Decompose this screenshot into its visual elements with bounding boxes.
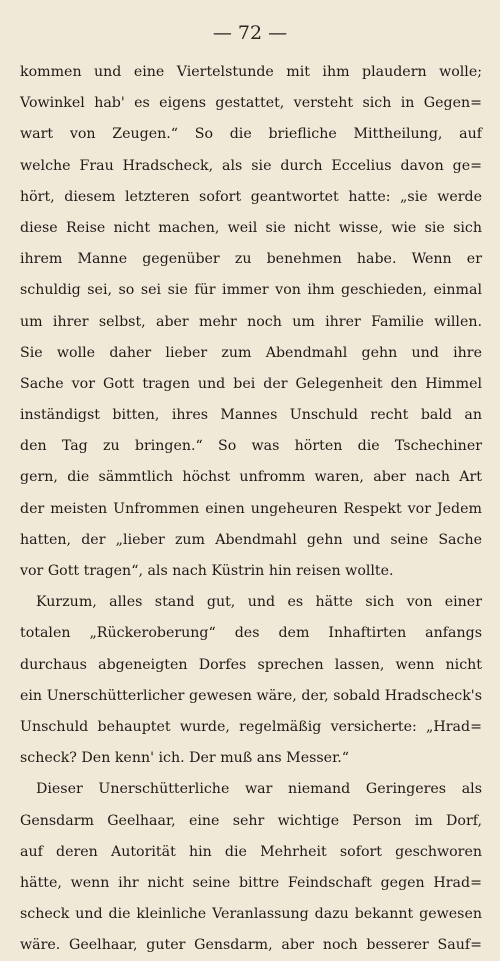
text-line: ein Unerschütterlicher gewesen wäre, der, sobald Hradscheck's	[20, 687, 482, 704]
text-line: scheck und die kleinliche Veranlassung dazu bekannt gewesen	[20, 906, 482, 923]
text-line: durchaus abgeneigten Dorfes sprechen lassen, wenn nicht	[20, 656, 482, 673]
text-line: wart von Zeugen.“ So die briefliche Mittheilung, auf	[20, 126, 482, 143]
text-line: hatten, der „lieber zum Abendmahl gehn und seine Sache	[20, 531, 482, 548]
page-number: — 72 —	[212, 22, 288, 44]
body-text	[20, 57, 482, 961]
text-line: scheck? Den kenn' ich. Der muß ans Messer.“	[20, 750, 350, 767]
text-line: ihrem Manne gegenüber zu benehmen habe. Wenn er	[20, 251, 482, 268]
text-line: hört, diesem letzteren sofort geantwortet hatte: „sie werde	[20, 188, 482, 205]
text-line: auf deren Autorität hin die Mehrheit sofort geschworen	[20, 843, 482, 860]
text-line: gern, die sämmtlich höchst unfromm waren, aber nach Art	[20, 469, 482, 486]
text-line: Vowinkel hab' es eigens gestattet, versteht sich in Gegen=	[20, 95, 482, 112]
text-line: kommen und eine Viertelstunde mit ihm plaudern wolle;	[20, 64, 482, 80]
text-line: Unschuld behauptet wurde, regelmäßig versicherte: „Hrad=	[20, 718, 482, 735]
text-line: um ihrer selbst, aber mehr noch um ihrer Familie willen.	[20, 313, 482, 330]
text-line: vor Gott tragen“, als nach Küstrin hin reisen wollte.	[20, 563, 394, 579]
text-line: hätte, wenn ihr nicht seine bittre Feindschaft gegen Hrad=	[20, 874, 482, 891]
text-line: wäre. Geelhaar, guter Gensdarm, aber noch besserer Sauf=	[20, 937, 482, 954]
text-line: Sache vor Gott tragen und bei der Gelegenheit den Himmel	[20, 375, 482, 392]
text-line: der meisten Unfrommen einen ungeheuren Respekt vor Jedem	[20, 500, 482, 517]
text-line: Sie wolle daher lieber zum Abendmahl gehn und ihre	[20, 344, 482, 361]
text-line: diese Reise nicht machen, weil sie nicht wisse, wie sie sich	[20, 219, 482, 236]
text-line: inständigst bitten, ihres Mannes Unschuld recht bald an	[20, 407, 482, 424]
text-line: den Tag zu bringen.“ So was hörten die Tschechiner	[20, 438, 482, 455]
text-line: Gensdarm Geelhaar, eine sehr wichtige Person im Dorf,	[20, 812, 482, 829]
text-line: Kurzum, alles stand gut, und es hätte sich von einer	[36, 594, 482, 611]
text-line: totalen „Rückeroberung“ des dem Inhaftirten anfangs	[20, 625, 482, 642]
text-line: Dieser Unerschütterliche war niemand Geringeres als	[36, 781, 482, 798]
text-line: schuldig sei, so sei sie für immer von ihm geschieden, einmal	[20, 282, 482, 299]
text-line: welche Frau Hradscheck, als sie durch Eccelius davon ge=	[20, 157, 482, 174]
